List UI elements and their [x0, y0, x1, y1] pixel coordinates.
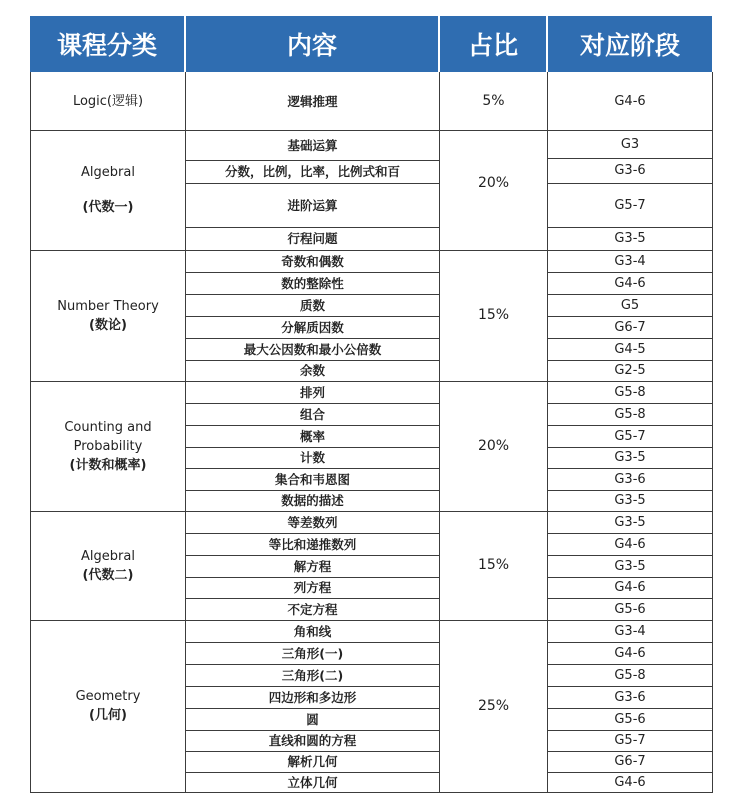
ratio-cell: 20%	[477, 437, 510, 454]
topic-cell: 概率	[299, 428, 325, 444]
topic-cell: 角和线	[293, 623, 332, 639]
grade-cell: G4-6	[614, 645, 646, 661]
grade-cell: G5	[620, 297, 640, 313]
header-content: 内容	[186, 16, 438, 72]
grade-cell: G5-8	[614, 667, 646, 683]
category-cell	[31, 72, 185, 130]
topic-cell: 圆	[306, 711, 319, 727]
grade-cell: G5-7	[614, 733, 646, 748]
topic-cell: 立体几何	[287, 774, 338, 790]
grade-cell: G5-7	[614, 428, 646, 444]
topic-cell: 数据的描述	[281, 493, 344, 508]
category-name: Algebral	[81, 548, 135, 564]
topic-cell: 集合和韦恩图	[274, 471, 350, 487]
category-cell	[31, 620, 185, 792]
topic-cell: 逻辑推理	[287, 93, 338, 109]
topic-cell: 分数，比例，比率，比例式和百	[224, 164, 400, 179]
grade-cell: G4-6	[614, 580, 646, 595]
topic-cell: 排列	[299, 384, 325, 400]
category-cell	[31, 381, 185, 511]
grade-cell: G6-7	[614, 319, 646, 335]
grade-cell: G3-6	[614, 689, 646, 705]
table-border-right	[712, 72, 713, 793]
topic-cell: 解析几何	[287, 754, 338, 769]
category-name: Algebral	[81, 165, 135, 180]
topic-cell: 三角形(一)	[281, 645, 344, 661]
ratio-cell: 15%	[477, 307, 510, 323]
topic-cell: 奇数和偶数	[281, 253, 344, 269]
grade-cell: G4-6	[614, 774, 646, 790]
topic-cell: 组合	[299, 406, 325, 422]
topic-cell: 等比和递推数列	[268, 536, 357, 552]
grade-cell: G4-6	[614, 93, 646, 109]
category-chinese-name: (代数二)	[82, 567, 134, 583]
grade-cell: G4-5	[614, 341, 646, 357]
topic-cell: 基础运算	[287, 137, 338, 153]
topic-cell: 三角形(二)	[281, 667, 344, 683]
category-name: Geometry	[75, 689, 141, 704]
header-ratio: 占比	[440, 16, 546, 72]
category-chinese-name: (几何)	[89, 708, 127, 723]
topic-cell: 余数	[299, 363, 325, 378]
category-row-divider	[30, 792, 713, 793]
ratio-cell: 25%	[477, 697, 510, 714]
ratio-cell: 5%	[482, 92, 505, 109]
category-name: Number Theory	[57, 298, 159, 314]
topic-cell: 行程问题	[287, 231, 338, 246]
topic-cell: 分解质因数	[281, 319, 344, 335]
category-chinese-name: (代数一)	[82, 200, 134, 215]
topic-cell: 列方程	[293, 580, 332, 595]
topic-cell: 等差数列	[287, 514, 338, 530]
header-category: 课程分类	[30, 16, 184, 72]
topic-cell: 质数	[299, 297, 325, 313]
grade-cell: G3	[620, 136, 640, 152]
grade-cell: G3-5	[614, 493, 646, 508]
category-cell	[31, 130, 185, 250]
grade-cell: G3-6	[614, 471, 646, 487]
topic-cell: 最大公因数和最小公倍数	[243, 341, 382, 357]
grade-cell: G6-7	[614, 754, 646, 769]
topic-cell: 不定方程	[287, 601, 338, 617]
grade-cell: G3-4	[614, 253, 646, 269]
category-name: Logic(逻辑)	[72, 93, 144, 109]
grade-cell: G3-5	[614, 514, 646, 530]
grade-cell: G2-5	[614, 363, 646, 378]
ratio-cell: 15%	[477, 557, 510, 573]
grade-cell: G4-6	[614, 275, 646, 291]
grade-cell: G5-6	[614, 601, 646, 617]
topic-cell: 直线和圆的方程	[268, 733, 357, 748]
ratio-cell: 20%	[477, 175, 510, 191]
grade-cell: G3-5	[614, 450, 646, 465]
grade-cell: G3-6	[614, 163, 646, 178]
category-cell	[31, 511, 185, 620]
category-name: Counting and Probability	[64, 419, 152, 454]
topic-cell: 解方程	[293, 558, 332, 574]
topic-cell: 计数	[299, 450, 325, 465]
grade-cell: G5-8	[614, 384, 646, 400]
grade-cell: G3-5	[614, 558, 646, 574]
grade-cell: G3-4	[614, 623, 646, 639]
grade-cell: G4-6	[614, 536, 646, 552]
topic-cell: 数的整除性	[281, 275, 344, 291]
header-stage: 对应阶段	[548, 16, 712, 72]
category-chinese-name: (计数和概率)	[69, 457, 147, 473]
topic-cell: 进阶运算	[287, 197, 338, 213]
grade-cell: G5-7	[614, 197, 646, 213]
grade-cell: G3-5	[614, 231, 646, 246]
category-cell	[31, 250, 185, 381]
category-chinese-name: (数论)	[89, 317, 127, 333]
grade-cell: G5-6	[614, 711, 646, 727]
topic-cell: 四边形和多边形	[268, 689, 357, 705]
grade-cell: G5-8	[614, 406, 646, 422]
